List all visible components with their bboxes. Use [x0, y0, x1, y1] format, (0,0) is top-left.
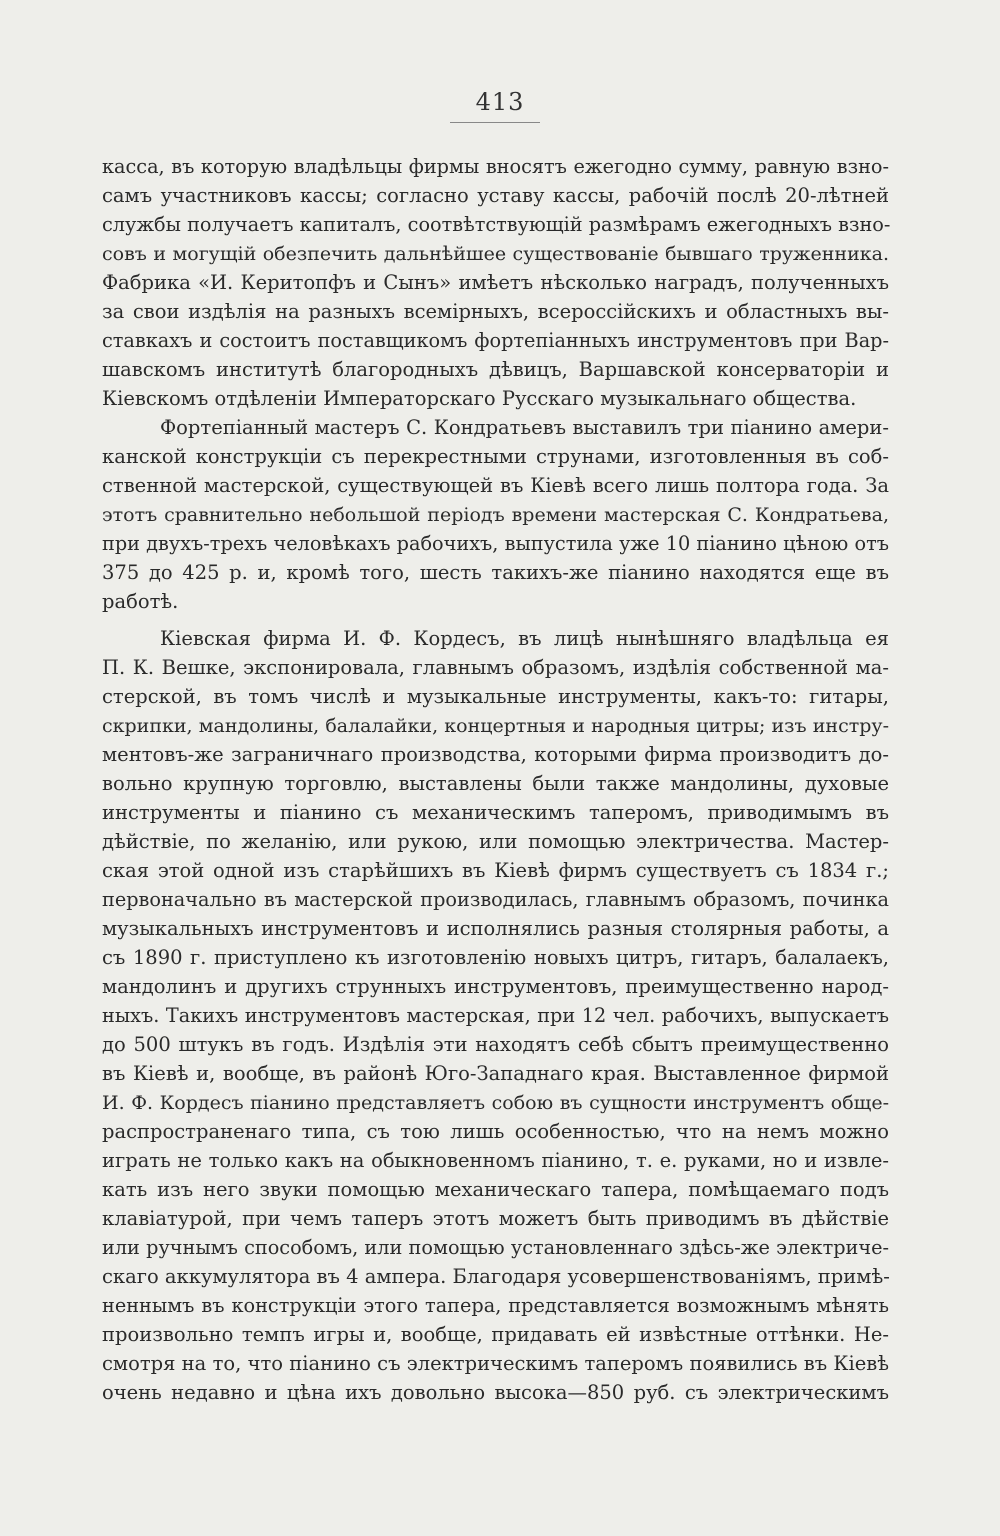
- text-line: ставкахъ и состоитъ поставщикомъ фортепіанныхъ инструментовъ при Вар-: [102, 329, 889, 352]
- text-line: распространенаго типа, съ тою лишь особенностью, что на немъ можно: [102, 1120, 889, 1143]
- text-line: работѣ.: [102, 590, 179, 613]
- text-line: кать изъ него звуки помощью механическаго тапера, помѣщаемаго подъ: [102, 1178, 889, 1201]
- text-line: мандолинъ и другихъ струнныхъ инструментовъ, преимущественно народ-: [102, 975, 889, 998]
- text-line: клавіатурой, при чемъ таперъ этотъ можетъ быть приводимъ въ дѣйствіе: [102, 1207, 889, 1230]
- text-line: касса, въ которую владѣльцы фирмы вносятъ ежегодно сумму, равную взно-: [102, 155, 889, 178]
- text-line: Кіевскомъ отдѣленіи Императорскаго Русскаго музыкальнаго общества.: [102, 387, 857, 410]
- text-line: неннымъ въ конструкціи этого тапера, представляется возможнымъ мѣнять: [102, 1294, 889, 1317]
- text-line: Кіевская фирма И. Ф. Кордесъ, въ лицѣ нынѣшняго владѣльца ея: [160, 627, 889, 650]
- text-line: играть не только какъ на обыкновенномъ піанино, т. е. руками, но и извле-: [102, 1149, 889, 1172]
- text-line: ская этой одной изъ старѣйшихъ въ Кіевѣ фирмъ существуетъ съ 1834 г.;: [102, 859, 889, 882]
- text-line: шавскомъ институтѣ благородныхъ дѣвицъ, Варшавской консерваторіи и: [102, 358, 889, 381]
- text-line: или ручнымъ способомъ, или помощью установленнаго здѣсь-же электриче-: [102, 1236, 889, 1259]
- text-line: службы получаетъ капиталъ, соотвѣтствующій размѣрамъ ежегодныхъ взно-: [102, 213, 891, 236]
- page-number-rule: [450, 122, 540, 123]
- text-line: скаго аккумулятора въ 4 ампера. Благодаря усовершенствованіямъ, примѣ-: [102, 1265, 890, 1288]
- text-line: ментовъ-же заграничнаго производства, которыми фирма производитъ до-: [102, 743, 889, 766]
- text-line: вольно крупную торговлю, выставлены были также мандолины, духовые: [102, 772, 889, 795]
- text-line: стерской, въ томъ числѣ и музыкальные инструменты, какъ-то: гитары,: [102, 685, 889, 708]
- text-line: инструменты и піанино съ механическимъ таперомъ, приводимымъ въ: [102, 801, 889, 824]
- text-line: самъ участниковъ кассы; согласно уставу кассы, рабочій послѣ 20-лѣтней: [102, 184, 889, 207]
- text-line: первоначально въ мастерской производилась, главнымъ образомъ, починка: [102, 888, 889, 911]
- text-line: Фортепіанный мастеръ С. Кондратьевъ выставилъ три піанино амери-: [160, 416, 889, 439]
- text-line: очень недавно и цѣна ихъ довольно высока—850 руб. съ электрическимъ: [102, 1381, 889, 1404]
- text-line: И. Ф. Кордесъ піанино представляетъ собою въ сущности инструментъ обще-: [102, 1092, 889, 1114]
- text-line: ственной мастерской, существующей въ Кіевѣ всего лишь полтора года. За: [102, 474, 889, 497]
- text-line: за свои издѣлія на разныхъ всемірныхъ, всероссійскихъ и областныхъ вы-: [102, 300, 889, 323]
- text-line: съ 1890 г. приступлено къ изготовленію новыхъ цитръ, гитаръ, балалаекъ,: [102, 946, 889, 969]
- text-line: скрипки, мандолины, балалайки, концертныя и народныя цитры; изъ инстру-: [102, 715, 889, 737]
- page-number: 413: [475, 88, 525, 116]
- text-line: этотъ сравнительно небольшой періодъ времени мастерская С. Кондратьева,: [102, 504, 889, 526]
- text-line: при двухъ-трехъ человѣкахъ рабочихъ, выпустила уже 10 піанино цѣною отъ: [102, 532, 889, 555]
- text-line: совъ и могущій обезпечить дальнѣйшее существованіе бывшаго труженника.: [102, 243, 889, 265]
- text-line: Фабрика «И. Керитопфъ и Сынъ» имѣетъ нѣсколько наградъ, полученныхъ: [102, 271, 889, 294]
- text-line: музыкальныхъ инструментовъ и исполнялись разныя столярныя работы, а: [102, 917, 889, 940]
- text-line: дѣйствіе, по желанію, или рукою, или помощью электричества. Мастер-: [102, 830, 889, 853]
- text-line: до 500 штукъ въ годъ. Издѣлія эти находятъ себѣ сбытъ преимущественно: [102, 1033, 889, 1056]
- text-line: П. К. Вешке, экспонировала, главнымъ образомъ, издѣлія собственной ма-: [102, 656, 889, 679]
- text-line: 375 до 425 р. и, кромѣ того, шесть такихъ-же піанино находятся еще въ: [102, 561, 889, 584]
- text-line: ныхъ. Такихъ инструментовъ мастерская, при 12 чел. рабочихъ, выпускаетъ: [102, 1004, 889, 1027]
- text-line: канской конструкціи съ перекрестными струнами, изготовленныя въ соб-: [102, 445, 889, 468]
- text-line: произвольно темпъ игры и, вообще, придавать ей извѣстные оттѣнки. Не-: [102, 1323, 889, 1346]
- text-line: смотря на то, что піанино съ электрическимъ таперомъ появились въ Кіевѣ: [102, 1352, 889, 1375]
- text-line: въ Кіевѣ и, вообще, въ районѣ Юго-Западнаго края. Выставленное фирмой: [102, 1062, 889, 1085]
